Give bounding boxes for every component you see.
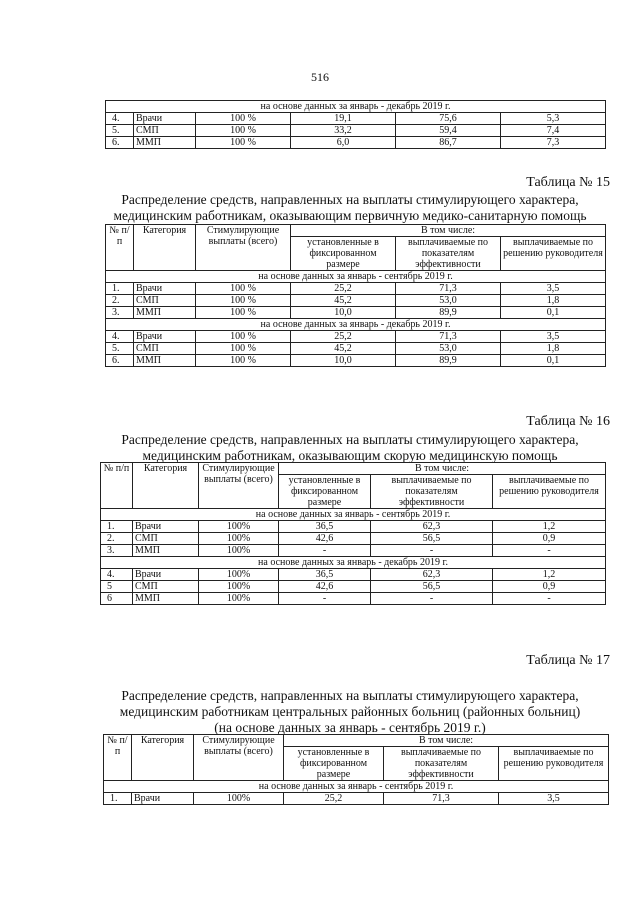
table-cell: 4. — [106, 113, 134, 125]
section-label: на основе данных за январь - декабрь 2019 г. — [106, 319, 606, 331]
table-row — [101, 581, 606, 593]
table-cell: - — [371, 593, 493, 605]
table-cell: 1. — [106, 283, 134, 295]
table-cell: 100% — [199, 545, 279, 557]
table-cell: 10,0 — [291, 307, 396, 319]
table-cell: 100% — [199, 569, 279, 581]
table-row — [106, 355, 606, 367]
table-cell: 53,0 — [396, 343, 501, 355]
table-17-label: Таблица № 17 — [526, 653, 610, 668]
table-cell: 3. — [106, 307, 134, 319]
header-including: В том числе: — [284, 735, 609, 747]
table-cell: 1,8 — [501, 343, 606, 355]
table-cell: 1. — [104, 793, 132, 805]
header-fixed: установленные в фиксированном размере — [291, 237, 396, 271]
table-cell: СМП — [133, 533, 199, 545]
table-cell: 25,2 — [291, 283, 396, 295]
header-num: № п/п — [101, 463, 133, 509]
section-label: на основе данных за январь - сентябрь 2019 г. — [104, 781, 609, 793]
table-cell: 7,4 — [501, 125, 606, 137]
table-row — [101, 521, 606, 533]
table-cell: Врачи — [133, 569, 199, 581]
table-cell: 100% — [194, 793, 284, 805]
table-cell: ММП — [133, 545, 199, 557]
table-cell: 100 % — [196, 343, 291, 355]
table-cell: СМП — [133, 581, 199, 593]
table-cell: 0,9 — [493, 581, 606, 593]
table-row — [104, 793, 609, 805]
table-row — [106, 295, 606, 307]
table-cell: 1. — [101, 521, 133, 533]
table-cell: 1,2 — [493, 521, 606, 533]
table-row — [106, 137, 606, 149]
table-cell: 2. — [101, 533, 133, 545]
table-16-caption-2: медицинским работникам, оказывающим скорую медицинскую помощь — [142, 448, 558, 463]
table-cell: 100% — [199, 521, 279, 533]
table-15 — [105, 224, 606, 367]
table-cell: 59,4 — [396, 125, 501, 137]
table-cell: 56,5 — [371, 533, 493, 545]
table-cell: 100% — [199, 593, 279, 605]
table-row — [101, 593, 606, 605]
table-cell: 7,3 — [501, 137, 606, 149]
table-14-continuation — [105, 100, 606, 149]
table-row — [106, 331, 606, 343]
table-cell: Врачи — [132, 793, 194, 805]
table-cell: СМП — [134, 295, 196, 307]
table-cell: 25,2 — [284, 793, 384, 805]
table-cell: 100 % — [196, 307, 291, 319]
table-cell: 6,0 — [291, 137, 396, 149]
header-total: Стимулирующие выплаты (всего) — [196, 225, 291, 271]
table-cell: 100% — [199, 533, 279, 545]
header-total: Стимулирующие выплаты (всего) — [199, 463, 279, 509]
table-cell: 0,1 — [501, 355, 606, 367]
table-cell: 6. — [106, 355, 134, 367]
table-cell: 53,0 — [396, 295, 501, 307]
table-row — [106, 307, 606, 319]
table-cell: ММП — [134, 137, 196, 149]
table-cell: 6. — [106, 137, 134, 149]
table-cell: - — [493, 545, 606, 557]
table-cell: 89,9 — [396, 307, 501, 319]
table-cell: 36,5 — [279, 521, 371, 533]
table-16-caption-1: Распределение средств, направленных на выплаты стимулирующего характера, — [121, 432, 579, 447]
table-15-caption-2: медицинским работникам, оказывающим первичную медико-санитарную помощь — [113, 208, 587, 223]
table-17-caption-3: (на основе данных за январь - сентябрь 2019 г.) — [214, 720, 486, 735]
header-manager: выплачиваемые по решению руководителя — [501, 237, 606, 271]
table-cell: - — [371, 545, 493, 557]
table-cell: 4. — [101, 569, 133, 581]
table-row — [106, 113, 606, 125]
table-cell: 5,3 — [501, 113, 606, 125]
table-cell: 33,2 — [291, 125, 396, 137]
table-cell: - — [279, 545, 371, 557]
table-cell: ММП — [133, 593, 199, 605]
table-row — [101, 533, 606, 545]
table-cell: 3,5 — [499, 793, 609, 805]
table-cell: СМП — [134, 343, 196, 355]
table-cell: 5. — [106, 343, 134, 355]
table-17-caption-1: Распределение средств, направленных на выплаты стимулирующего характера, — [121, 688, 579, 703]
header-including: В том числе: — [279, 463, 606, 475]
table-cell: 100 % — [196, 355, 291, 367]
table-cell: 62,3 — [371, 521, 493, 533]
table-cell: 19,1 — [291, 113, 396, 125]
header-category: Категория — [133, 463, 199, 509]
table-cell: 100% — [199, 581, 279, 593]
section-label: на основе данных за январь - декабрь 2019 г. — [106, 101, 606, 113]
table-cell: 100 % — [196, 137, 291, 149]
table-row — [106, 125, 606, 137]
table-cell: Врачи — [134, 113, 196, 125]
table-16 — [100, 462, 606, 605]
table-cell: 5. — [106, 125, 134, 137]
table-cell: 89,9 — [396, 355, 501, 367]
table-cell: ММП — [134, 307, 196, 319]
table-cell: Врачи — [133, 521, 199, 533]
table-cell: 25,2 — [291, 331, 396, 343]
table-cell: 3,5 — [501, 331, 606, 343]
table-cell: 1,2 — [493, 569, 606, 581]
table-cell: 86,7 — [396, 137, 501, 149]
table-cell: - — [279, 593, 371, 605]
table-row — [106, 343, 606, 355]
section-label: на основе данных за январь - декабрь 2019 г. — [101, 557, 606, 569]
header-efficiency: выплачиваемые по показателям эффективности — [396, 237, 501, 271]
table-cell: 10,0 — [291, 355, 396, 367]
table-cell: 100 % — [196, 125, 291, 137]
table-cell: 36,5 — [279, 569, 371, 581]
table-16-label: Таблица № 16 — [526, 414, 610, 429]
table-row — [101, 545, 606, 557]
header-manager: выплачиваемые по решению руководителя — [499, 747, 609, 781]
header-num: № п/п — [106, 225, 134, 271]
table-cell: 42,6 — [279, 533, 371, 545]
header-category: Категория — [134, 225, 196, 271]
table-cell: 71,3 — [384, 793, 499, 805]
table-cell: 62,3 — [371, 569, 493, 581]
header-fixed: установленные в фиксированном размере — [279, 475, 371, 509]
table-row — [101, 569, 606, 581]
table-cell: 45,2 — [291, 343, 396, 355]
table-cell: 45,2 — [291, 295, 396, 307]
table-cell: 3. — [101, 545, 133, 557]
table-cell: 75,6 — [396, 113, 501, 125]
section-label: на основе данных за январь - сентябрь 2019 г. — [101, 509, 606, 521]
table-17 — [103, 734, 609, 805]
header-category: Категория — [132, 735, 194, 781]
header-efficiency: выплачиваемые по показателям эффективности — [371, 475, 493, 509]
table-cell: 5 — [101, 581, 133, 593]
table-cell: 71,3 — [396, 283, 501, 295]
table-cell: СМП — [134, 125, 196, 137]
header-efficiency: выплачиваемые по показателям эффективности — [384, 747, 499, 781]
table-15-label: Таблица № 15 — [526, 175, 610, 190]
table-cell: Врачи — [134, 283, 196, 295]
table-cell: 100 % — [196, 331, 291, 343]
header-num: № п/п — [104, 735, 132, 781]
table-cell: 3,5 — [501, 283, 606, 295]
table-cell: 0,1 — [501, 307, 606, 319]
table-cell: 71,3 — [396, 331, 501, 343]
page-number: 516 — [311, 70, 329, 84]
table-cell: 2. — [106, 295, 134, 307]
table-cell: 0,9 — [493, 533, 606, 545]
table-cell: ММП — [134, 355, 196, 367]
table-cell: 56,5 — [371, 581, 493, 593]
header-manager: выплачиваемые по решению руководителя — [493, 475, 606, 509]
header-total: Стимулирующие выплаты (всего) — [194, 735, 284, 781]
table-15-caption-1: Распределение средств, направленных на выплаты стимулирующего характера, — [121, 192, 579, 207]
table-cell: 42,6 — [279, 581, 371, 593]
table-cell: - — [493, 593, 606, 605]
table-cell: 100 % — [196, 283, 291, 295]
table-cell: 6 — [101, 593, 133, 605]
table-cell: 100 % — [196, 113, 291, 125]
table-cell: 4. — [106, 331, 134, 343]
table-cell: 1,8 — [501, 295, 606, 307]
table-row — [106, 283, 606, 295]
table-17-caption-2: медицинским работникам центральных районных больниц (районных больниц) — [119, 704, 581, 719]
table-cell: 100 % — [196, 295, 291, 307]
table-cell: Врачи — [134, 331, 196, 343]
header-fixed: установленные в фиксированном размере — [284, 747, 384, 781]
section-label: на основе данных за январь - сентябрь 2019 г. — [106, 271, 606, 283]
header-including: В том числе: — [291, 225, 606, 237]
